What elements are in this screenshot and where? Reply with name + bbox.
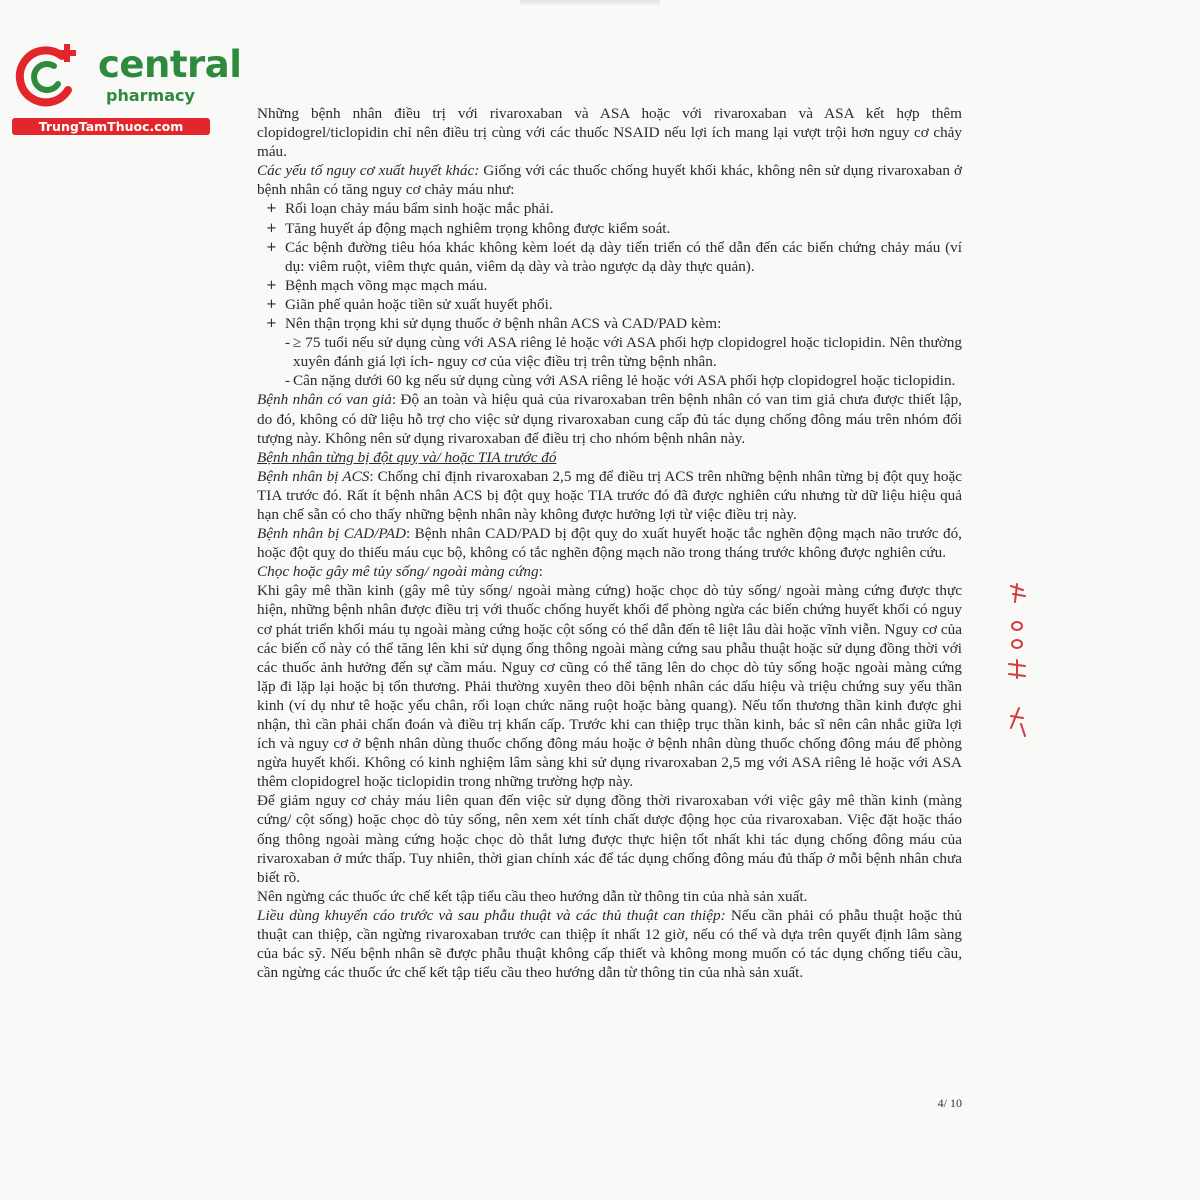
brand-name: central (98, 43, 242, 86)
risk-list (257, 199, 962, 390)
paragraph-spinal-2: Để giảm nguy cơ chảy máu liên quan đến việc sử dụng đồng thời rivaroxaban với việc gây mê thần kinh (màng cứng/ cột sống) hoặc chọc dò tủy sống, nên xem xét tính chất dược động học của rivaroxaban. Việc đặt hoặc tháo ống thông ngoài màng cứng hoặc chọc dò thắt lưng được thực hiện tốt nhất khi tác dụng chống đông máu của rivaroxaban ở mức thấp. Tuy nhiên, thời gian chính xác để tác dụng chống đông máu đủ thấp ở mỗi bệnh nhân chưa biết rõ. (257, 792, 962, 886)
paragraph-nsaid: Những bệnh nhân điều trị với rivaroxaban và ASA hoặc với rivaroxaban và ASA kết hợp thêm clopidogrel/ticlopidin chỉ nên điều trị cùng với các thuốc NSAID nếu lợi ích mang lại vượt trội hơn nguy cơ chảy máu. (257, 105, 962, 161)
section-heading-bleeding-risks: Các yếu tố nguy cơ xuất huyết khác: (257, 162, 480, 180)
valve-text: : Độ an toàn và hiệu quả của rivaroxaban trên bệnh nhân có van tim giả chưa được thiết lập, do đó, không có dữ liệu hỗ trợ cho việc sử dụng rivaroxaban cung cấp đủ tác dụng chống đông máu trên nhóm đối tượng này. Không nên sử dụng rivaroxaban để điều trị cho nhóm bệnh nhân này. (257, 391, 962, 447)
acs-text: : Chống chỉ định rivaroxaban 2,5 mg để điều trị ACS trên những bệnh nhân từng bị đột quỵ hoặc TIA trước đó. Rất ít bệnh nhân ACS bị đột quỵ hoặc TIA trước đó đã được nghiên cứu nhưng từ dữ liệu hiệu quả hạn chế sẵn có cho thấy những bệnh nhân này không được hưởng lợi từ việc điều trị này. (257, 467, 962, 523)
list-item-text: Nên thận trọng khi sử dụng thuốc ở bệnh nhân ACS và CAD/PAD kèm: (285, 315, 722, 333)
document-body (257, 104, 962, 982)
acs-heading: Bệnh nhân bị ACS (257, 467, 370, 485)
list-item: + Các bệnh đường tiêu hóa khác không kèm loét dạ dày tiến triển có thể dẫn đến các biến chứng chảy máu (ví dụ: viêm ruột, viêm thực quản, viêm dạ dày và trào ngược dạ dày thực quản). (257, 238, 962, 276)
sub-list-item: - ≥ 75 tuổi nếu sử dụng cùng với ASA riêng lẻ hoặc với ASA phối hợp clopidogrel hoặc ticlopidin. Nên thường xuyên đánh giá lợi ích- nguy cơ của việc điều trị trên từng bệnh nhân. (285, 333, 962, 371)
paragraph-spinal-3: Nên ngừng các thuốc ức chế kết tập tiểu cầu theo hướng dẫn từ thông tin của nhà sản xuất. (257, 887, 808, 905)
list-item: + Tăng huyết áp động mạch nghiêm trọng không được kiểm soát. (257, 219, 962, 238)
sub-list (285, 333, 962, 390)
spinal-heading-colon: : (538, 563, 543, 581)
pharmacy-cross-icon (10, 38, 82, 110)
list-item: + Giãn phế quản hoặc tiền sử xuất huyết phổi. (257, 295, 962, 314)
bleeding-risks-text: Giống với các thuốc chống huyết khối khác, không nên sử dụng rivaroxaban ở bệnh nhân có tăng nguy cơ chảy máu như: (257, 162, 962, 199)
paragraph-periop (257, 906, 962, 982)
periop-heading: Liều dùng khuyến cáo trước và sau phẫu thuật và các thủ thuật can thiệp: (257, 906, 726, 924)
stroke-heading-text: Bệnh nhân từng bị đột quỵ và/ hoặc TIA trước đó (257, 448, 557, 466)
paragraph-acs (257, 467, 962, 524)
list-item: + Bệnh mạch võng mạc mạch máu. (257, 276, 962, 295)
brand-subtitle: pharmacy (106, 86, 195, 105)
list-item: + Rối loạn chảy máu bẩm sinh hoặc mắc phải. (257, 199, 962, 218)
red-margin-stamp (997, 578, 1037, 738)
cad-heading: Bệnh nhân bị CAD/PAD (257, 525, 406, 543)
section-heading-spinal (257, 562, 962, 581)
section-heading-stroke (257, 448, 962, 467)
spinal-heading-text: Chọc hoặc gây mê tủy sống/ ngoài màng cứng (257, 563, 539, 581)
sub-list-item: - Cân nặng dưới 60 kg nếu sử dụng cùng với ASA riêng lẻ hoặc với ASA phối hợp clopidogrel hoặc ticlopidin. (285, 371, 962, 390)
list-item (257, 314, 962, 390)
site-url-badge[interactable]: TrungTamThuoc.com (12, 118, 210, 135)
paragraph-spinal-1: Khi gây mê thần kinh (gây mê tủy sống/ ngoài màng cứng) hoặc chọc dò tủy sống/ ngoài màng cứng được thực hiện, những bệnh nhân được điều trị với thuốc chống huyết khối để phòng ngừa các biến chứng huyết khối có nguy cơ phát triển khối máu tụ ngoài màng cứng hoặc cột sống có thể dẫn đến tê liệt lâu dài hoặc vĩnh viễn. Nguy cơ của các biến cố này có thể tăng lên khi sử dụng ống thông ngoài màng cứng sau phẫu thuật hoặc sử dụng đồng thời với các thuốc ảnh hưởng đến sự cầm máu. Nguy cơ cũng có thể tăng lên do chọc dò tủy sống hoặc ngoài màng cứng lặp đi lặp lại hoặc bị tổn thương. Phải thường xuyên theo dõi bệnh nhân các dấu hiệu và triệu chứng suy yếu thần kinh (ví dụ như tê hoặc yếu chân, rối loạn chức năng ruột hoặc bàng quang). Nếu tổn thương thần kinh được ghi nhận, thì cần phải chẩn đoán và điều trị khẩn cấp. Trước khi can thiệp trục thần kinh, bác sĩ nên cân nhắc giữa lợi ích và nguy cơ ở bệnh nhân dùng thuốc chống đông máu hoặc ở bệnh nhân dùng thuốc chống đông máu để phòng ngừa huyết khối. Không có kinh nghiệm lâm sàng khi sử dụng rivaroxaban 2,5 mg với ASA riêng lẻ hoặc với ASA thêm clopidogrel hoặc ticlopidin trong những trường hợp này. (257, 582, 962, 791)
central-pharmacy-logo[interactable] (10, 38, 242, 138)
periop-text: Nếu cần phải có phẫu thuật hoặc thủ thuật can thiệp, cần ngừng rivaroxaban trước can thiệp ít nhất 12 giờ, nếu có thể và dựa trên quyết định lâm sàng của bác sỹ. Nếu bệnh nhân sẽ được phẫu thuật không cấp thiết và không mong muốn có tác dụng chống tiểu cầu, cần ngừng các thuốc ức chế kết tập tiểu cầu theo hướng dẫn từ thông tin của nhà sản xuất. (257, 906, 963, 982)
scan-artifact (520, 0, 660, 6)
paragraph-prosthetic-valve (257, 390, 962, 447)
paragraph-other-bleeding-risks (257, 161, 962, 199)
section-heading-valve: Bệnh nhân có van giả (257, 391, 392, 409)
paragraph-cad-pad (257, 524, 962, 562)
cad-text: : Bệnh nhân CAD/PAD bị đột quỵ do xuất huyết hoặc tắc nghẽn động mạch não trước đó, hoặc đột quỵ do thiếu máu cục bộ, không có tắc nghẽn động mạch não trong tháng trước không được nghiên cứu. (257, 525, 962, 562)
page-number: 4/ 10 (937, 1096, 962, 1110)
